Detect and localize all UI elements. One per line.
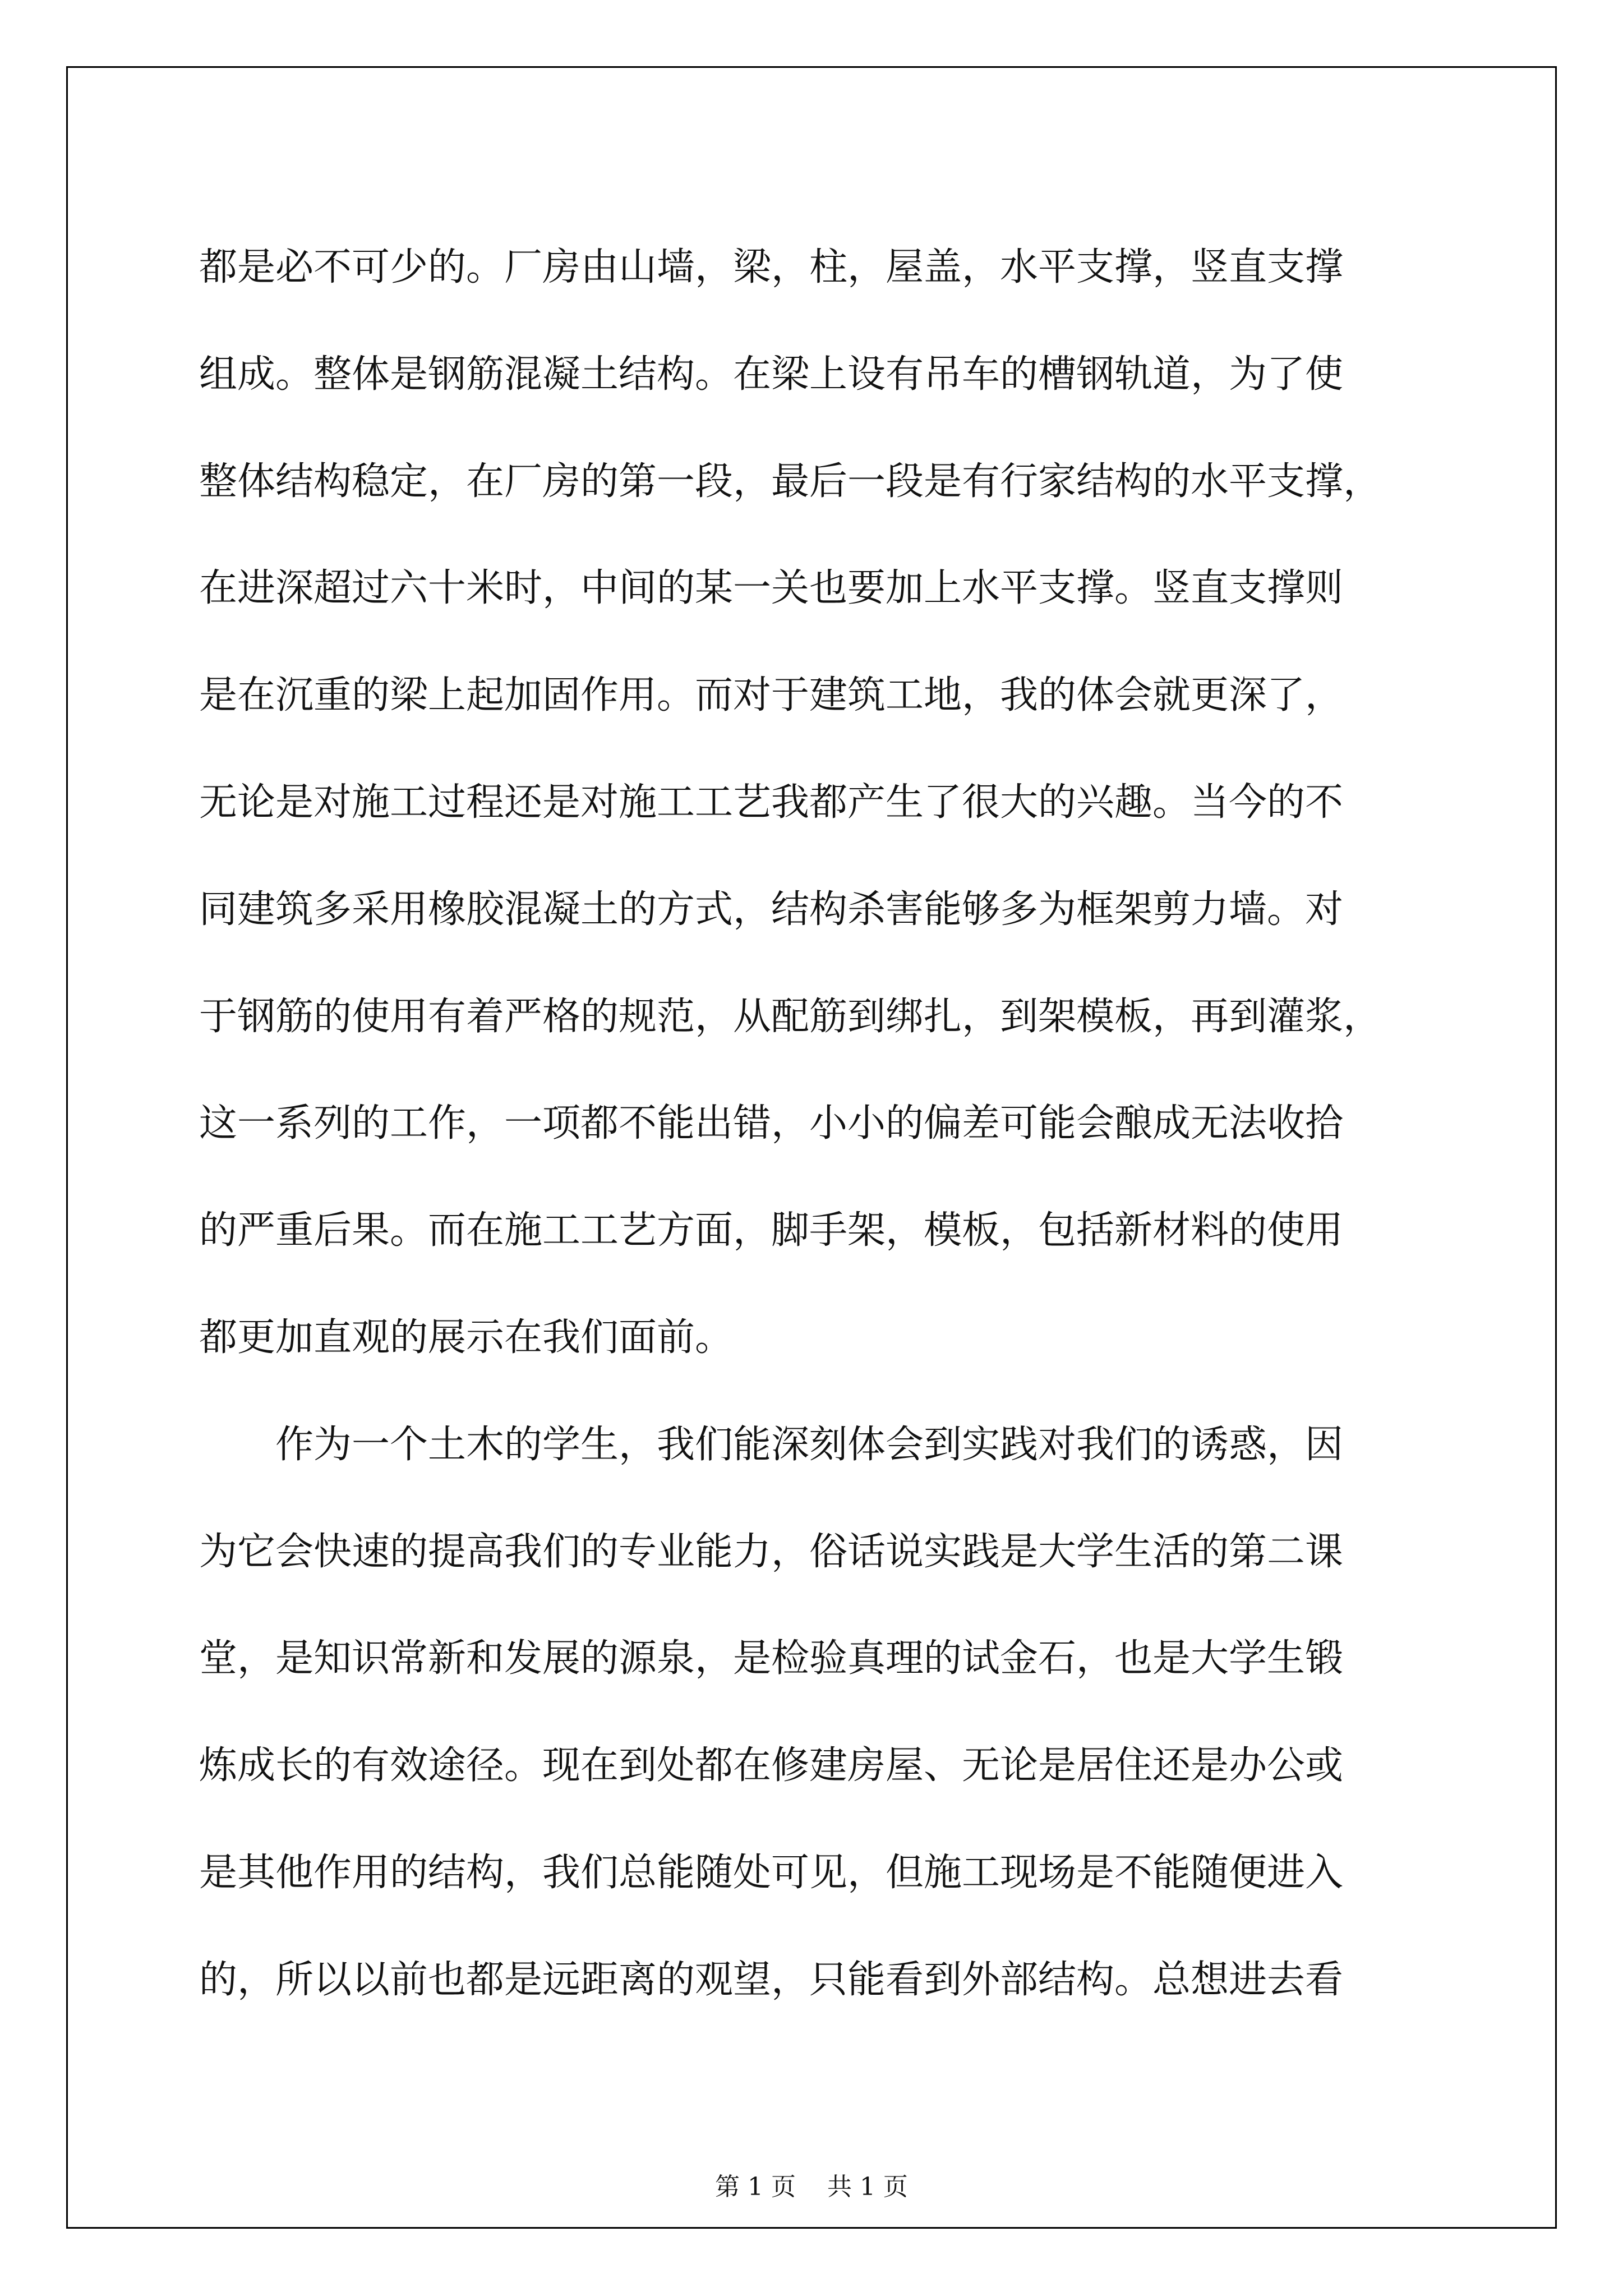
text-line: 都更加直观的展示在我们面前。 [199,1315,734,1360]
text-line: 于钢筋的使用有着严格的规范，从配筋到绑扎，到架模板，再到灌浆， [199,994,1382,1039]
text-line: 同建筑多采用橡胶混凝土的方式，结构杀害能够多为框架剪力墙。对 [199,887,1344,932]
document-body [199,214,1433,2034]
text-line: 堂，是知识常新和发展的源泉，是检验真理的试金石，也是大学生锻 [199,1636,1344,1681]
text-line: 整体结构稳定，在厂房的第一段，最后一段是有行家结构的水平支撑， [199,459,1382,504]
text-line: 是在沉重的梁上起加固作用。而对于建筑工地，我的体会就更深了， [199,673,1344,718]
page-footer: 第 1 页 共 1 页 [715,2173,908,2201]
text-line: 炼成长的有效途径。现在到处都在修建房屋、无论是居住还是办公或 [199,1743,1344,1788]
text-line: 都是必不可少的。厂房由山墙，梁，柱，屋盖，水平支撑，竖直支撑 [199,245,1344,289]
text-line: 在进深超过六十米时，中间的某一关也要加上水平支撑。竖直支撑则 [199,566,1344,611]
text-line: 为它会快速的提高我们的专业能力，俗话说实践是大学生活的第二课 [199,1529,1344,1574]
text-line: 作为一个土木的学生，我们能深刻体会到实践对我们的诱惑，因 [275,1422,1344,1467]
text-line: 组成。整体是钢筋混凝土结构。在梁上设有吊车的槽钢轨道，为了使 [199,352,1344,397]
text-line: 的严重后果。而在施工工艺方面，脚手架，模板，包括新材料的使用 [199,1208,1344,1253]
text-line: 这一系列的工作，一项都不能出错，小小的偏差可能会酿成无法收拾 [199,1101,1344,1146]
text-line: 无论是对施工过程还是对施工工艺我都产生了很大的兴趣。当今的不 [199,780,1344,825]
text-line: 是其他作用的结构，我们总能随处可见，但施工现场是不能随便进入 [199,1850,1344,1895]
text-line: 的，所以以前也都是远距离的观望，只能看到外部结构。总想进去看 [199,1957,1344,2002]
paragraph [199,1392,1433,2034]
paragraph [199,214,1433,1392]
